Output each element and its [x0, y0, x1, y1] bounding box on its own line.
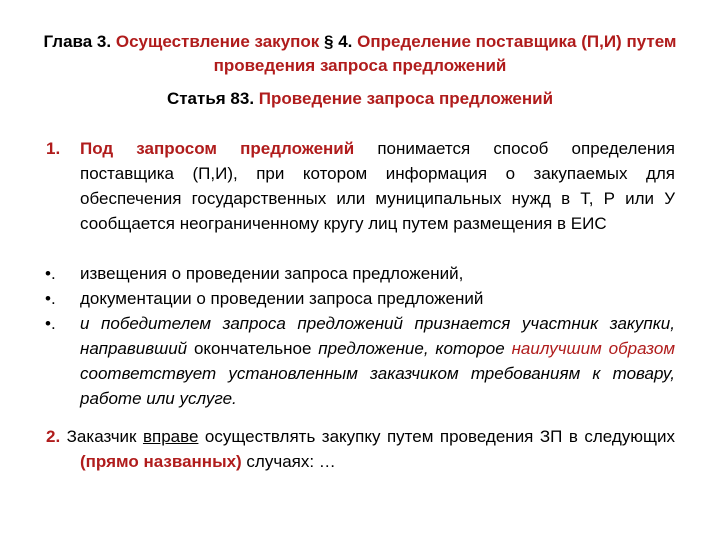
chapter-label: Глава 3. — [43, 32, 112, 51]
item-1-body: понимается способ определения поставщика (П,И), при котором информация о закупаемых для обеспечения государственных или муниципальных нужд в Т, Р или У сообщается неограниченному кругу лиц путем размещения в ЕИС — [80, 139, 676, 233]
paragraph-label: § 4. — [324, 32, 353, 51]
item-2-text2: осуществлять закупку путем проведения ЗП в следующих — [198, 427, 675, 446]
item-1-number: 1. — [46, 139, 61, 158]
article-title: Проведение запроса предложений — [258, 89, 554, 108]
bullet-3-part5: соответствует установленным заказчиком требованиям к товару, работе или услуге. — [80, 364, 675, 408]
bullet-1-text: извещения о проведении запроса предложений, — [80, 264, 464, 283]
item-2-text — [46, 424, 675, 474]
article-heading — [40, 87, 680, 111]
bullet-3-part3: предложение, которое — [318, 339, 512, 358]
paragraph-title: Определение поставщика (П,И) путем проведения запроса предложений — [213, 32, 677, 75]
chapter-title: Осуществление закупок — [115, 32, 320, 51]
bullet-marker-1: •. — [45, 264, 56, 283]
bullet-marker-2: •. — [45, 289, 56, 308]
item-2-text1: Заказчик — [60, 427, 143, 446]
item-2-text3: случаях: … — [241, 452, 336, 471]
bullet-marker-3: •. — [45, 314, 56, 333]
item-2-underlined: вправе — [142, 427, 199, 446]
item-2-number: 2. — [46, 427, 61, 446]
bullet-3-part2: окончательное — [187, 339, 319, 358]
item-1-text — [80, 136, 675, 236]
item-1-term: Под запросом предложений — [80, 139, 355, 158]
bullet-3-part4: наилучшим образом — [511, 339, 676, 358]
article-label: Статья 83. — [166, 89, 255, 108]
bullet-3-part1: и победителем запроса предложений признается участник закупки, направивший — [80, 314, 675, 358]
bullet-3-text — [80, 311, 675, 411]
item-2-emphasis: (прямо названных) — [80, 452, 242, 471]
page-title — [40, 30, 680, 78]
bullet-2-text: документации о проведении запроса предложений — [80, 289, 484, 308]
